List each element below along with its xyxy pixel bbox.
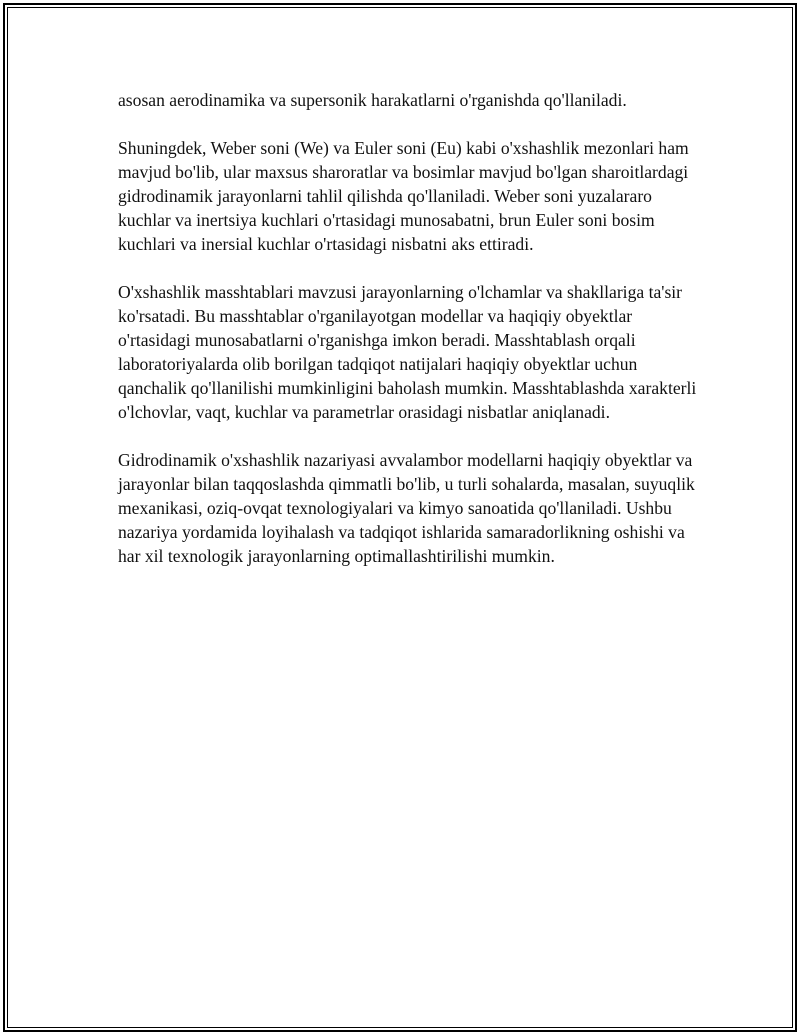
document-body <box>118 88 698 592</box>
paragraph-2: Shuningdek, Weber soni (We) va Euler soni (Eu) kabi o'xshashlik mezonlari ham mavjud bo'lib, ular maxsus sharoratlar va bosimlar mavjud bo'lgan sharoitlardagi gidrodinamik jarayonlarni tahlil qilishda qo'llaniladi. Weber soni yuzalararo kuchlar va inertsiya kuchlari o'rtasidagi munosabatni, brun Euler soni bosim kuchlari va inersial kuchlar o'rtasidagi nisbatni aks ettiradi. <box>118 138 689 254</box>
paragraph-1: asosan aerodinamika va supersonik harakatlarni o'rganishda qo'llaniladi. <box>118 90 627 110</box>
paragraph-4: Gidrodinamik o'xshashlik nazariyasi avvalambor modellarni haqiqiy obyektlar va jarayonlar bilan taqqoslashda qimmatli bo'lib, u turli sohalarda, masalan, suyuqlik mexanikasi, oziq-ovqat texnologiyalari va kimyo sanoatida qo'llaniladi. Ushbu nazariya yordamida loyihalash va tadqiqot ishlarida samaradorlikning oshishi va har xil texnologik jarayonlarning optimallashtirilishi mumkin. <box>118 450 695 566</box>
paragraph-3: O'xshashlik masshtablari mavzusi jarayonlarning o'lchamlar va shakllariga ta'sir ko'rsatadi. Bu masshtablar o'rganilayotgan modellar va haqiqiy obyektlar o'rtasidagi munosabatlarni o'rganishga imkon beradi. Masshtablash orqali laboratoriyalarda olib borilgan tadqiqot natijalari haqiqiy obyektlar uchun qanchalik qo'llanilishi mumkinligini baholash mumkin. Masshtablashda xarakterli o'lchovlar, vaqt, kuchlar va parametrlar orasidagi nisbatlar aniqlanadi. <box>118 282 697 422</box>
